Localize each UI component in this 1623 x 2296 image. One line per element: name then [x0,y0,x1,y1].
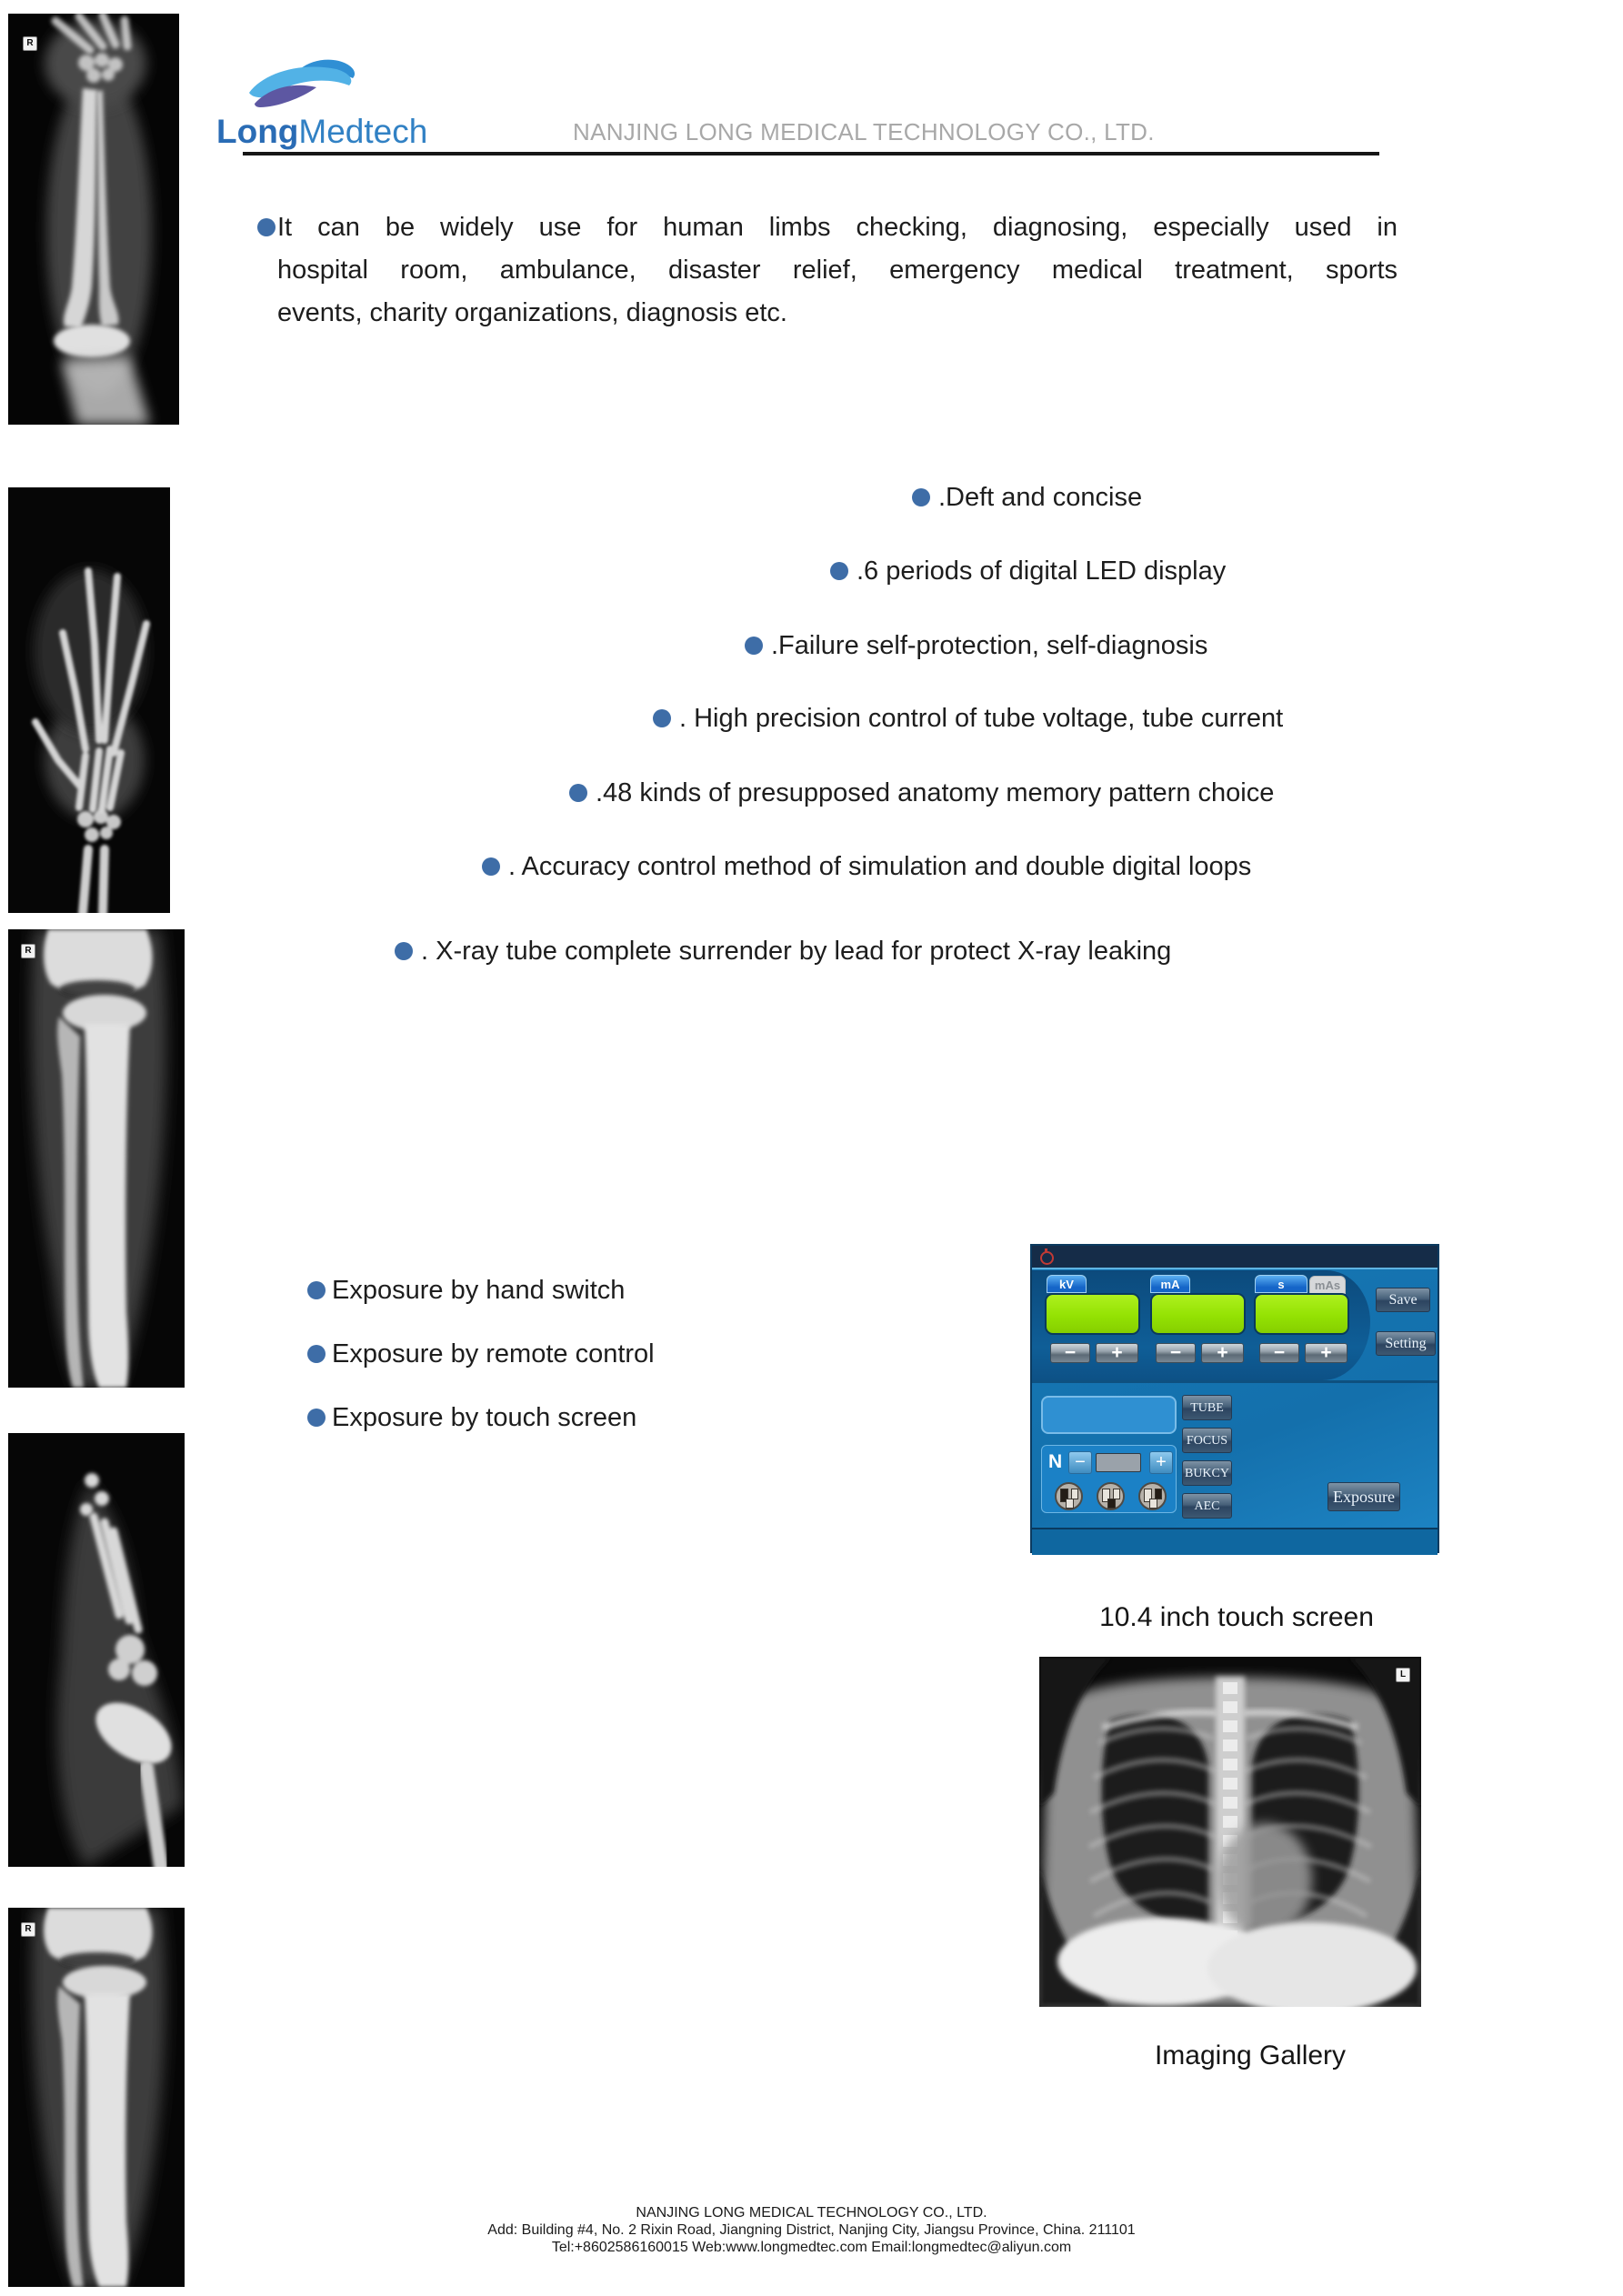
counter-panel [1041,1445,1177,1513]
company-name-header: NANJING LONG MEDICAL TECHNOLOGY CO., LTD. [573,118,1155,145]
bullet-icon [830,562,848,580]
tab-s[interactable]: s [1255,1275,1307,1293]
feature-text: .Failure self-protection, self-diagnosis [771,630,1208,660]
power-icon [1040,1251,1054,1265]
bullet-icon [482,857,500,876]
xray-chest-graphic [1039,1657,1421,2007]
footer-company-line: NANJING LONG MEDICAL TECHNOLOGY CO., LTD. [636,2205,987,2221]
bullet-icon [745,637,763,655]
aec-button[interactable]: AEC [1182,1493,1232,1519]
kv-minus-button[interactable]: − [1050,1343,1090,1363]
setting-button[interactable]: Setting [1376,1331,1436,1356]
exposure-button[interactable]: Exposure [1327,1482,1400,1511]
feature-text: .Deft and concise [938,482,1143,512]
bullet-icon [257,218,276,236]
feature-item [482,850,1251,883]
feature-text: . High precision control of tube voltage, tube current [679,703,1284,733]
exposure-mode-item [307,1401,636,1434]
bullet-icon [307,1345,326,1363]
bukcy-button[interactable]: BUKCY [1182,1460,1232,1486]
feature-text: .6 periods of digital LED display [857,556,1227,586]
bullet-icon [307,1409,326,1427]
s-led-display [1254,1293,1349,1335]
xray-forearm-graphic [8,14,179,425]
exposure-mode-text: Exposure by touch screen [332,1402,637,1432]
s-plus-button[interactable]: + [1305,1343,1347,1363]
xray-foot-image [8,1433,185,1867]
xray-side-marker: R [21,944,35,958]
intro-line: hospital room, ambulance, disaster relief, emergency medical treatment, sports [277,256,1398,285]
tab-mas[interactable]: mAs [1309,1276,1346,1294]
intro-paragraph [277,206,1398,335]
ma-plus-button[interactable]: + [1201,1343,1244,1363]
header-rule [243,152,1379,155]
intro-line: It can be widely use for human limbs checking, diagnosing, especially used in [277,213,1398,242]
socket-icon [1097,1482,1125,1510]
focus-button[interactable]: FOCUS [1182,1428,1232,1453]
kv-led-display [1045,1293,1140,1335]
counter-minus-button[interactable]: − [1068,1451,1092,1474]
ma-led-display [1150,1293,1246,1335]
exposure-mode-text: Exposure by remote control [332,1338,655,1369]
xray-side-marker: R [23,36,37,51]
xray-foot-graphic [8,1433,185,1867]
ma-minus-button[interactable]: − [1156,1343,1196,1363]
footer-address-line: Add: Building #4, No. 2 Rixin Road, Jiangning District, Nanjing City, Jiangsu Province, China. 211101 [487,2222,1136,2238]
socket-icon [1055,1482,1083,1510]
feature-item [745,629,1207,662]
touch-screen-caption: 10.4 inch touch screen [1099,1602,1374,1632]
logo-text-rest: Medtech [298,113,428,150]
feature-item [569,777,1274,809]
exposure-mode-text: Exposure by hand switch [332,1275,626,1305]
s-minus-button[interactable]: − [1259,1343,1299,1363]
exposure-mode-item [307,1274,625,1307]
exposure-mode-item [307,1338,655,1370]
footer-contact-line: Tel:+8602586160015 Web:www.longmedtec.com Email:longmedtec@aliyun.com [551,2240,1072,2255]
xray-forearm-image [8,14,179,425]
counter-value-box [1096,1453,1141,1472]
feature-text: . Accuracy control method of simulation and double digital loops [508,851,1252,881]
tab-kv[interactable]: kV [1047,1275,1087,1293]
touch-screen-panel [1030,1244,1439,1553]
feature-item [653,702,1283,735]
tube-button[interactable]: TUBE [1182,1395,1232,1420]
socket-icon [1138,1482,1167,1510]
feature-item [830,555,1226,587]
xray-tibia-graphic [8,929,185,1388]
feature-item [912,481,1142,514]
feature-text: . X-ray tube complete surrender by lead for protect X-ray leaking [421,936,1172,966]
counter-plus-button[interactable]: + [1149,1451,1173,1474]
secondary-display [1041,1396,1177,1434]
kv-plus-button[interactable]: + [1096,1343,1138,1363]
logo-text-bold: Long [216,113,299,150]
logo-text [216,113,427,151]
panel-titlebar [1032,1246,1438,1268]
logo-swoosh-icon [247,56,362,111]
bullet-icon [395,942,413,960]
xray-hand-image [8,487,170,913]
bullet-icon [912,488,930,506]
xray-tibia-image [8,929,185,1388]
feature-item [395,935,1171,968]
tab-ma[interactable]: mA [1150,1275,1190,1293]
save-button[interactable]: Save [1376,1288,1430,1312]
panel-bottom-bar [1032,1528,1438,1555]
footer [0,2204,1623,2256]
xray-side-marker: L [1396,1668,1410,1682]
panel-divider [1032,1380,1438,1383]
bullet-icon [569,784,587,802]
bullet-icon [653,709,671,727]
xray-side-marker: R [21,1922,35,1937]
bullet-icon [307,1281,326,1299]
panel-divider [1032,1268,1438,1269]
xray-chest-image [1039,1657,1421,2007]
n-label: N [1048,1451,1063,1472]
imaging-gallery-caption: Imaging Gallery [1154,2040,1347,2070]
intro-line: events, charity organizations, diagnosis etc. [277,298,787,327]
feature-text: .48 kinds of presupposed anatomy memory pattern choice [596,777,1275,807]
xray-hand-graphic [8,487,170,913]
